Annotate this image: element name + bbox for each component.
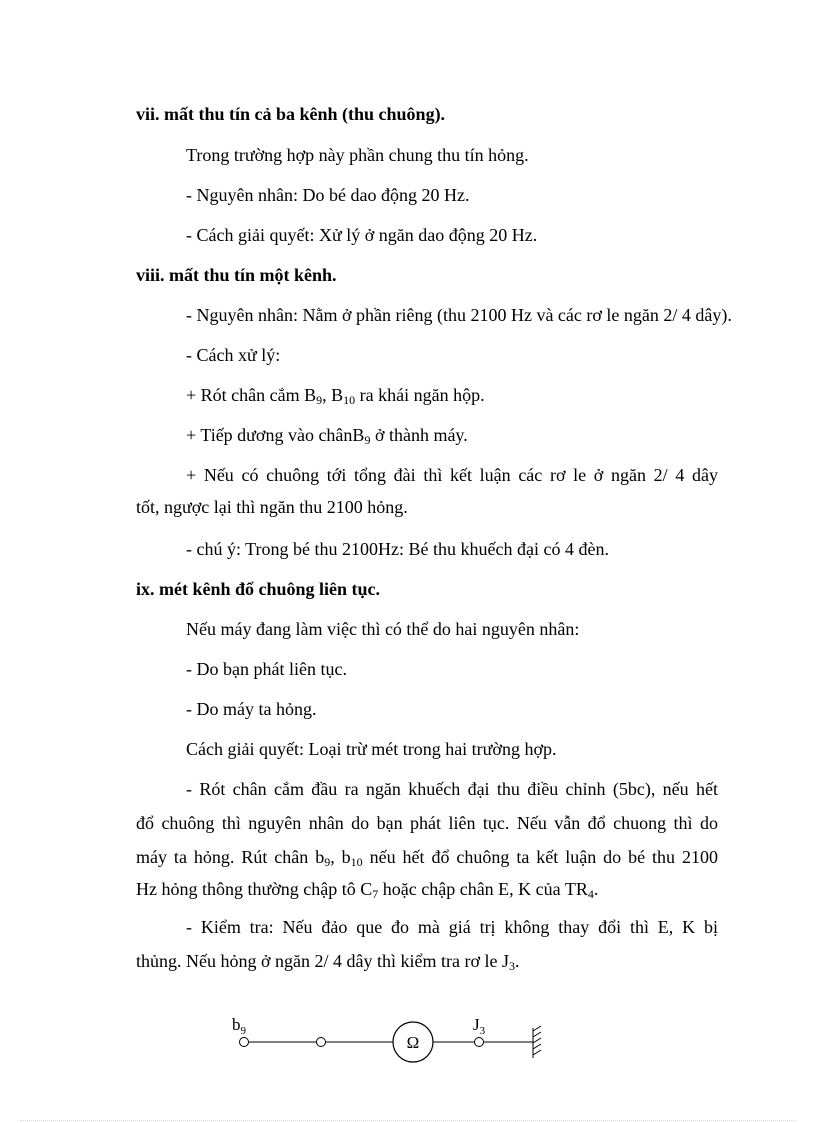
terminal-mid: [317, 1038, 326, 1047]
heading-ix: ix. mét kênh đổ chuông liên tục.: [136, 579, 381, 599]
vii-solution: - Cách giải quyết: Xử lý ở ngăn dao động 20 Hz.: [186, 225, 538, 245]
diagram-label-j3: $J_3$: [473, 1015, 486, 1037]
heading-vii: vii. mất thu tín cả ba kênh (thu chuông).: [136, 104, 446, 124]
viii-step1: + Rót chân cắm $B_9$, $B_{10}$ ra khái ngăn hộp.: [186, 385, 485, 407]
viii-note: - chú ý: Trong bé thu 2100Hz: Bé thu khuếch đại có 4 đèn.: [186, 539, 609, 559]
terminal-j3: [475, 1038, 484, 1047]
viii-step2: + Tiếp dương vào chânB$_9$ ở thành máy.: [186, 425, 468, 447]
viii-handling: - Cách xử lý:: [186, 345, 281, 365]
ix-solution: Cách giải quyết: Loại trừ mét trong hai trường hợp.: [186, 739, 557, 759]
ix-p1-line4: Hz hỏng thông thường chập tô $C_7$ hoặc chập chân E, K của $TR_4$.: [136, 879, 599, 901]
viii-cause: - Nguyên nhân: Nằm ở phần riêng (thu 2100 Hz và các rơ le ngăn 2/ 4 dây).: [186, 305, 732, 325]
terminal-b9: [240, 1038, 249, 1047]
ix-p1-line1: - Rót chân cắm đầu ra ngăn khuếch đại thu điều chỉnh (5bc), nếu hết: [186, 779, 718, 799]
ix-intro: Nếu máy đang làm việc thì có thể do hai nguyên nhân:: [186, 619, 580, 639]
ix-cause2: - Do máy ta hỏng.: [186, 699, 317, 719]
vii-intro: Trong trường hợp này phần chung thu tín hỏng.: [186, 145, 529, 165]
ix-p2-line1: - Kiểm tra: Nếu đảo que đo mà giá trị không thay đổi thì E, K bị: [186, 917, 718, 937]
ix-p1-line2: đổ chuông thì nguyên nhân do bạn phát liên tục. Nếu vẫn đổ chuong thì do: [136, 813, 718, 833]
ix-cause1: - Do bạn phát liên tục.: [186, 659, 347, 679]
ground-icon: [533, 1026, 541, 1058]
ix-p2-line2: thủng. Nếu hỏng ở ngăn 2/ 4 dây thì kiểm tra rơ le $J_3$.: [136, 951, 520, 973]
vii-cause: - Nguyên nhân: Do bé dao động 20 Hz.: [186, 185, 470, 205]
ohm-symbol: Ω: [406, 1033, 420, 1052]
page-bottom-rule: [20, 1120, 796, 1121]
ix-p1-line3: máy ta hỏng. Rút chân $b_9$, $b_{10}$ nếu hết đổ chuông ta kết luận do bé thu 2100: [136, 847, 718, 869]
viii-step3-line2: tốt, ngược lại thì ngăn thu 2100 hỏng.: [136, 497, 408, 517]
viii-step3-line1: + Nếu có chuông tới tổng đài thì kết luận các rơ le ở ngăn 2/ 4 dây: [186, 465, 718, 485]
diagram-label-b9: $b_9$: [232, 1015, 246, 1037]
heading-viii: viii. mất thu tín một kênh.: [136, 265, 337, 285]
